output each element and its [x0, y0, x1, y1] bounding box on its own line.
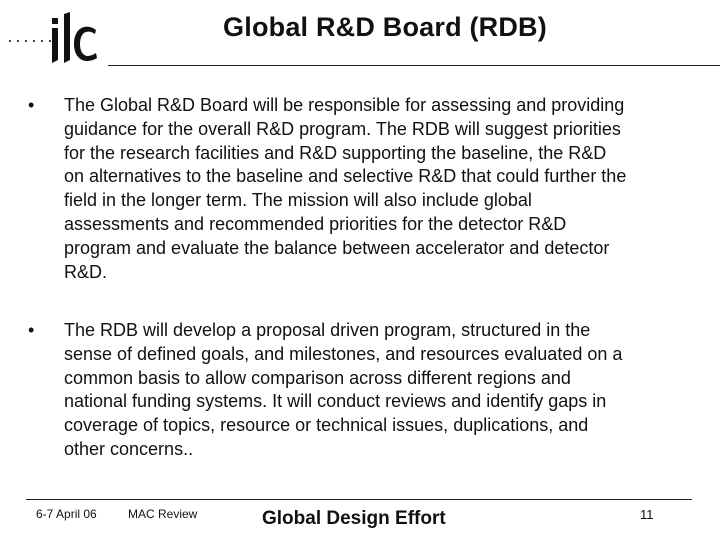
bullet-icon: • — [28, 95, 35, 115]
header-divider — [108, 65, 720, 66]
bullet-item — [28, 319, 698, 462]
slide-title: Global R&D Board (RDB) — [223, 12, 547, 42]
bullet-item — [28, 94, 698, 284]
ilc-logo — [4, 8, 104, 68]
footer-meeting-name: MAC Review — [128, 507, 198, 521]
page-number: 11 — [640, 507, 654, 522]
footer-organization: Global Design Effort — [262, 508, 446, 529]
bullet-text: The RDB will develop a proposal driven program, structured in the sense of defined goals, and milestones, and resources evaluated on a common basis to allow comparison across different regions and national funding systems. It will conduct reviews and identify gaps in coverage of topics, resource or technical issues, duplications, and other concerns.. — [64, 320, 623, 459]
bullet-text: The Global R&D Board will be responsible for assessing and providing guidance for the overall R&D program. The RDB will suggest priorities for the research facilities and R&D supporting the baseline, the R&D on alternatives to the baseline and selective R&D that could further the field in the longer term. The mission will also include global assessments and recommended priorities for the detector R&D program and evaluate the balance between accelerator and detector R&D. — [64, 95, 627, 282]
footer-date: 6-7 April 06 — [36, 507, 97, 521]
footer-divider — [26, 499, 692, 500]
bullet-icon: • — [28, 320, 35, 340]
